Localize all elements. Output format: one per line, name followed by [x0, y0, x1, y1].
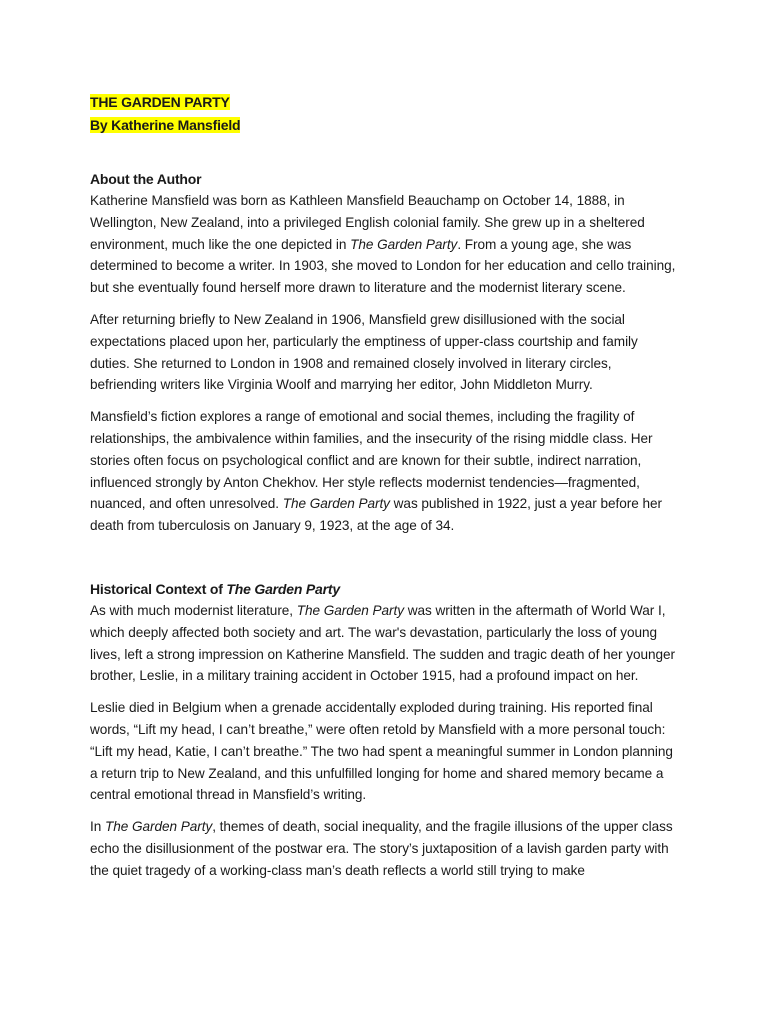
history-paragraph-1: As with much modernist literature, The Garden Party was written in the aftermath of World War I, which deeply affected both society and art. The war's devastation, particularly the loss of young lives, left a strong impression on Katherine Mansfield. The sudden and tragic death of her younger brother, Leslie, in a military training accident in October 1915, had a profound impact on her.: [90, 602, 676, 684]
title-highlight: THE GARDEN PARTY: [90, 94, 230, 110]
about-heading: About the Author: [90, 171, 202, 187]
about-paragraph-1: Katherine Mansfield was born as Kathleen Mansfield Beauchamp on October 14, 1888, in Wellington, New Zealand, into a privileged English colonial family. She grew up in a sheltered environment, much like the one depicted in The Garden Party. From a young age, she was determined to become a writer. In 1903, she moved to London for her education and cello training, but she eventually found herself more drawn to literature and the modernist literary scene.: [90, 193, 676, 296]
about-paragraph-3: Mansfield’s fiction explores a range of emotional and social themes, including the fragility of relationships, the ambivalence within families, and the insecurity of the rising middle class. Her stories often focus on psychological conflict and are known for their subtle, indirect narration, influenced strongly by Anton Chekhov. Her style reflects modernist tendencies—fragmented, nuanced, and often unresolved. The Garden Party was published in 1922, just a year before her death from tuberculosis on January 9, 1923, at the age of 34.: [90, 409, 662, 534]
byline-highlight: By Katherine Mansfield: [90, 117, 241, 133]
history-paragraph-2: Leslie died in Belgium when a grenade accidentally exploded during training. His reported final words, “Lift my head, I can’t breathe,” were often retold by Mansfield with a more personal touch: “Lift my head, Katie, I can’t breathe.” The two had spent a meaningful summer in London planning a return trip to New Zealand, and this unfulfilled longing for home and shared memory became a central emotional thread in Mansfield’s writing.: [90, 700, 673, 803]
history-heading: Historical Context of The Garden Party: [90, 580, 340, 597]
history-paragraph-3: In The Garden Party, themes of death, social inequality, and the fragile illusions of the upper class echo the disillusionment of the postwar era. The story’s juxtaposition of a lavish garden party with the quiet tragedy of a working-class man’s death reflects a world still trying to make: [90, 819, 673, 878]
about-paragraph-2: After returning briefly to New Zealand in 1906, Mansfield grew disillusioned with the social expectations placed upon her, particularly the emptiness of upper-class courtship and family duties. She returned to London in 1908 and remained closely involved in literary circles, befriending writers like Virginia Woolf and marrying her editor, John Middleton Murry.: [90, 311, 638, 393]
document-byline: [90, 114, 680, 137]
document-page: [90, 91, 680, 882]
document-title: [90, 91, 680, 114]
